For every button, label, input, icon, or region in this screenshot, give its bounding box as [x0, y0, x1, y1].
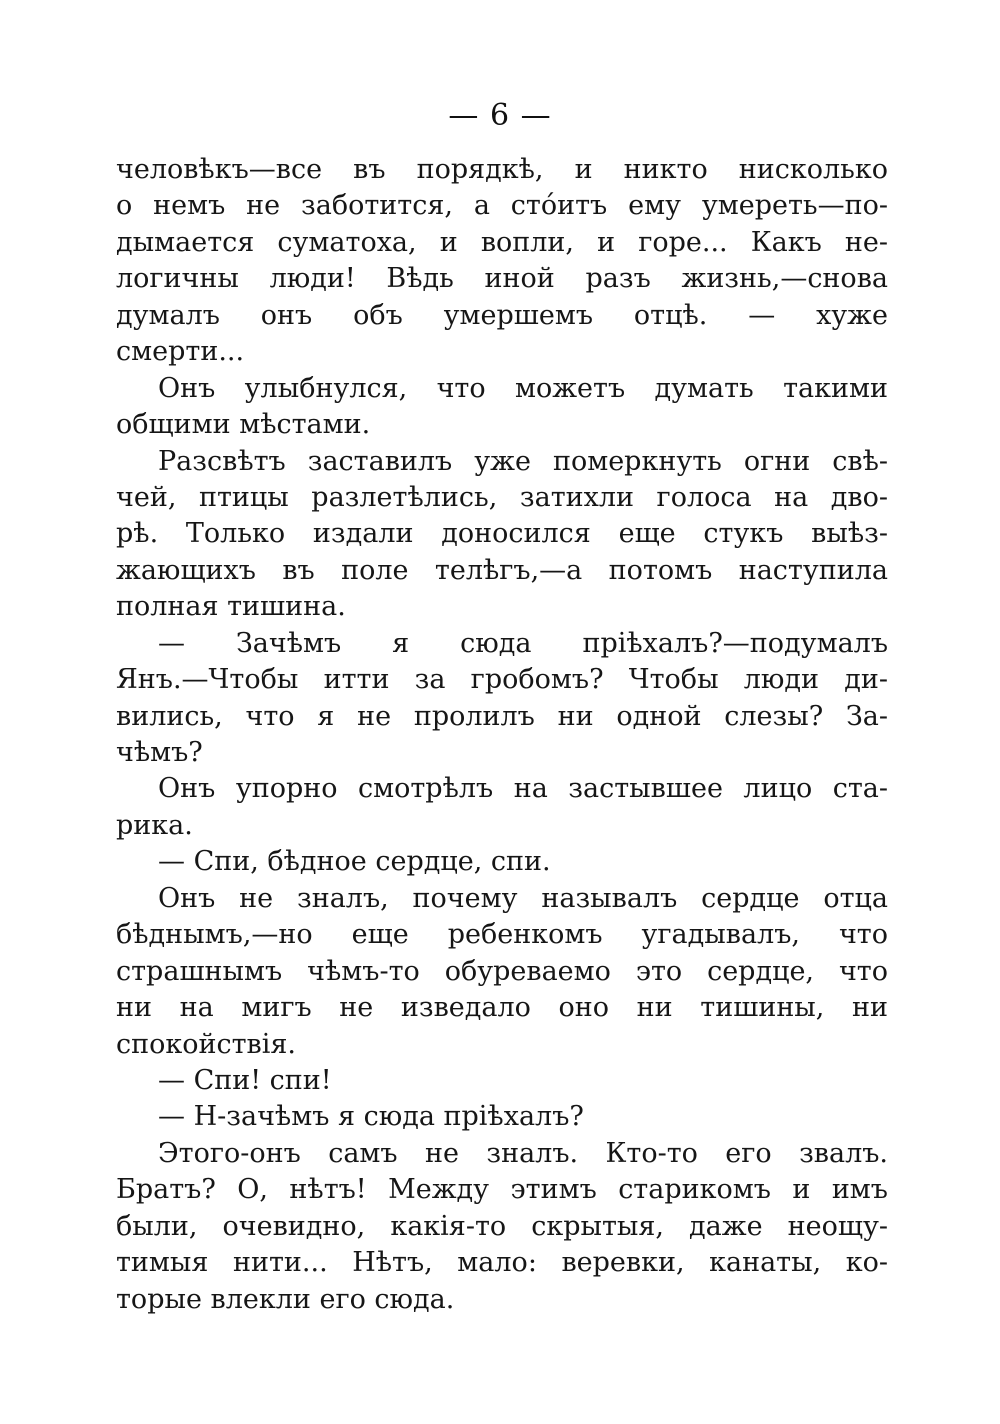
text-line: — Спи! спи! — [158, 1064, 332, 1096]
text-line: — Зачѣмъ я сюда пріѣхалъ?—подумалъ — [158, 627, 888, 659]
text-line: чей, птицы разлетѣлись, затихли голоса на дво- — [116, 481, 888, 513]
text-line: общими мѣстами. — [116, 409, 371, 441]
text-line: спокойствія. — [116, 1028, 297, 1060]
text-line: Этого-онъ самъ не зналъ. Кто-то его звалъ. — [158, 1137, 888, 1169]
text-line: дымается суматоха, и вопли, и горе... Какъ не- — [116, 226, 888, 258]
text-line: тимыя нити... Нѣтъ, мало: веревки, канаты, ко- — [116, 1247, 888, 1279]
text-line: Янъ.—Чтобы итти за гробомъ? Чтобы люди ди- — [116, 664, 888, 696]
text-line: логичны люди! Вѣдь иной разъ жизнь,—снова — [116, 263, 888, 295]
text-line: — Н-зачѣмъ я сюда пріѣхалъ? — [158, 1101, 584, 1133]
text-line: — Спи, бѣдное сердце, спи. — [158, 846, 551, 878]
text-line: чѣмъ? — [116, 737, 203, 768]
text-line: Разсвѣтъ заставилъ уже померкнуть огни свѣ- — [158, 445, 888, 477]
text-line: думалъ онъ объ умершемъ отцѣ. — хуже — [116, 299, 888, 331]
text-line: Онъ улыбнулся, что можетъ думать такими — [158, 372, 888, 404]
text-line: полная тишина. — [116, 591, 346, 623]
text-line: торые влекли его сюда. — [116, 1283, 455, 1315]
text-line: вились, что я не пролилъ ни одной слезы? За- — [116, 700, 888, 732]
text-line: о немъ не заботится, а стóитъ ему умереть—по- — [116, 190, 888, 222]
text-line: ни на мигъ не изведало оно ни тишины, ни — [116, 992, 888, 1024]
text-line: были, очевидно, какія-то скрытыя, даже неощу- — [116, 1210, 888, 1242]
text-line: страшнымъ чѣмъ-то обуреваемо это сердце, что — [116, 955, 888, 987]
body-text — [116, 152, 888, 1318]
text-line: Онъ не зналъ, почему называлъ сердце отца — [158, 882, 888, 914]
text-line: Онъ упорно смотрѣлъ на застывшее лицо ста- — [158, 773, 888, 805]
text-line: рѣ. Только издали доносился еще стукъ выѣз- — [116, 518, 888, 550]
text-line: бѣднымъ,—но еще ребенкомъ угадывалъ, что — [116, 919, 888, 951]
text-line: жающихъ въ поле телѣгъ,—а потомъ наступила — [116, 554, 888, 586]
page-number: — 6 — — [448, 98, 552, 133]
text-line: рика. — [116, 809, 193, 841]
text-line: смерти... — [116, 336, 245, 368]
text-line: человѣкъ—все въ порядкѣ, и никто нисколько — [116, 154, 888, 185]
text-line: Братъ? О, нѣтъ! Между этимъ старикомъ и имъ — [116, 1174, 888, 1206]
